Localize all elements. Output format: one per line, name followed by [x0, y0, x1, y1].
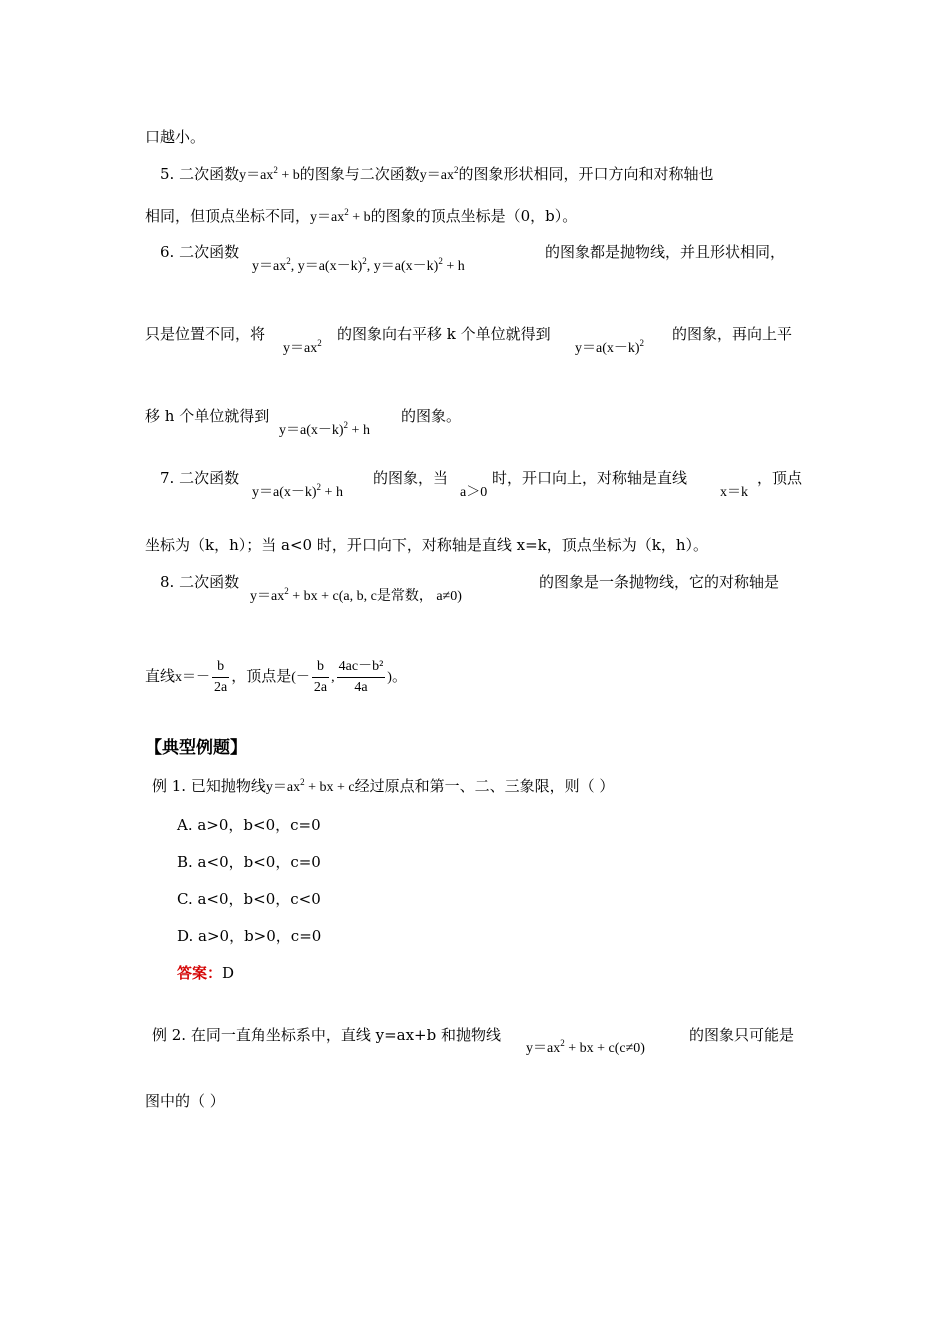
ex1-answer [177, 963, 234, 983]
p8-formula-1: $y=ax^2$ + bx + c(a, b, c是常数， a≠0) [250, 586, 462, 604]
p7-formula-1: $y=a(x-k)^2 + h$ [252, 482, 343, 500]
ex2-formula: $y=ax^2$ + bx + c(c≠0) [526, 1038, 645, 1056]
ex1-formula: $y=ax^2$ + bx + c [265, 777, 355, 795]
p7-text-d: ，顶点 [757, 469, 803, 487]
p7-formula-2: a＞0 [460, 485, 488, 500]
p6-text-a: 6. 二次函数 [160, 243, 240, 261]
p5-text-b: 的图象与二次函数 [299, 165, 420, 183]
p8-vertex-comma: , [331, 670, 335, 685]
p8-text-b: 的图象是一条抛物线，它的对称轴是 [539, 573, 780, 591]
p6-formula-4: $y=a(x-k)^2 + h$ [279, 420, 370, 438]
ex1-option-a: A. a>0，b<0，c=0 [177, 816, 321, 834]
p8-vertex-x-denominator: 2a [312, 677, 329, 698]
p8-text-e: 。 [391, 667, 407, 685]
p8-vertex-close: ) [387, 670, 392, 685]
p8-vertex-y-fraction [337, 657, 386, 698]
p6-formula-1: $y=ax^2$, $y=a(x-k)^2$, $y=a(x-k)^2 + h$ [252, 256, 465, 274]
p8-formula-2-prefix: x＝－ [175, 670, 211, 685]
ex2-text-c: 图中的（ ） [145, 1092, 225, 1110]
p6-text-h: 的图象。 [401, 407, 462, 425]
p8-text-a: 8. 二次函数 [160, 573, 240, 591]
p8-fraction-axis [212, 657, 229, 698]
p8-fraction-axis-numerator: b [217, 658, 225, 674]
p5-text-a: 5. 二次函数 [160, 165, 240, 183]
paragraph-4-tail: 口越小。 [145, 128, 206, 146]
p8-fraction-axis-denominator: 2a [212, 677, 229, 698]
p6-text-b: 的图象都是抛物线，并且形状相同， [545, 243, 786, 261]
p7-text-e: 坐标为（k，h）；当 a<0 时，开口向下，对称轴是直线 x=k，顶点坐标为（k，h）。 [145, 536, 708, 554]
ex1-text-a: 例 1. 已知抛物线 [152, 777, 266, 795]
ex1-answer-value: D [222, 964, 235, 982]
ex2-text-a: 例 2. 在同一直角坐标系中，直线 y=ax+b 和抛物线 [152, 1026, 502, 1044]
p6-text-g: 移 h 个单位就得到 [145, 407, 270, 425]
p5-text-d: 相同，但顶点坐标不同， [145, 207, 311, 225]
paragraph-5-line-1 [160, 164, 713, 186]
paragraph-8-line-2 [145, 656, 407, 698]
p5-text-e: 的图象的顶点坐标是（0，b）。 [370, 207, 578, 225]
example-1-question [152, 776, 614, 798]
p8-vertex-x-numerator: b [317, 658, 325, 674]
paragraph-5-line-2 [145, 206, 577, 228]
p5-formula-2: $y=ax^2$ [419, 165, 459, 183]
ex1-text-b: 经过原点和第一、二、三象限，则（ ） [354, 777, 615, 795]
p5-text-c: 的图象形状相同，开口方向和对称轴也 [458, 165, 714, 183]
p5-formula-1: $y=ax^2 + b$ [239, 165, 300, 183]
p8-vertex-y-denominator: 4a [337, 677, 386, 698]
ex1-option-d: D. a>0，b>0，c=0 [177, 927, 322, 945]
p6-formula-3: $y=a(x-k)^2$ [575, 338, 645, 356]
ex2-text-b: 的图象只可能是 [689, 1026, 795, 1044]
p6-text-c: 只是位置不同，将 [145, 325, 266, 343]
p6-text-e: 的图象，再向上平 [672, 325, 793, 343]
p8-vertex-x-fraction [312, 657, 329, 698]
p8-vertex-open: (－ [291, 670, 310, 685]
p6-text-d: 的图象向右平移 k 个单位就得到 [337, 325, 551, 343]
p7-text-c: 时，开口向上，对称轴是直线 [492, 469, 688, 487]
p8-text-c: 直线 [145, 667, 176, 685]
p6-formula-2: $y=ax^2$ [283, 338, 322, 356]
ex1-option-c: C. a<0，b<0，c<0 [177, 890, 321, 908]
p8-text-d: ，顶点是 [231, 667, 292, 685]
p7-text-b: 的图象，当 [373, 469, 449, 487]
ex1-option-b: B. a<0，b<0，c=0 [177, 853, 321, 871]
p7-formula-3: x＝k [720, 485, 748, 500]
p7-text-a: 7. 二次函数 [160, 469, 240, 487]
ex1-answer-label: 答案： [177, 964, 223, 982]
section-heading: 【典型例题】 [145, 738, 247, 758]
p5-formula-3: $y=ax^2 + b$ [310, 207, 371, 225]
p8-vertex-y-numerator: 4ac－b² [338, 658, 384, 674]
